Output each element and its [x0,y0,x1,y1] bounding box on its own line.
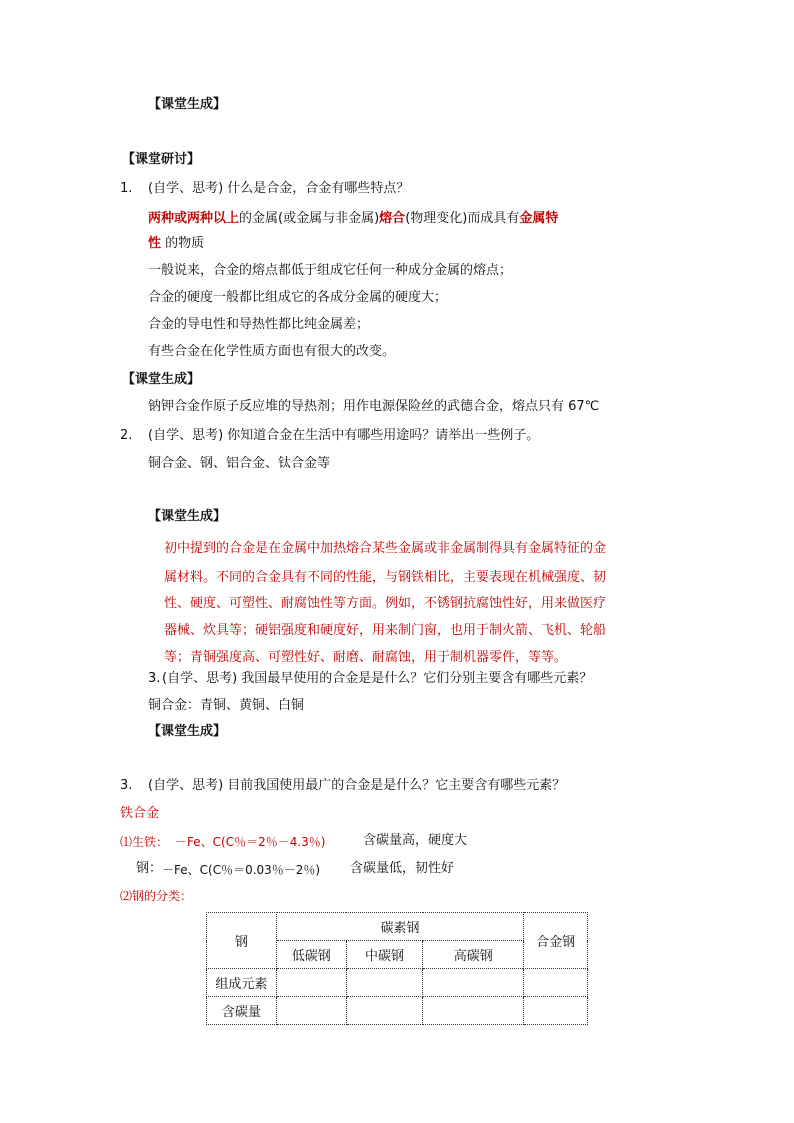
q1-number: 1. [120,181,133,196]
table-row [207,969,588,997]
table-cell [524,969,588,997]
alloy-paragraph-line-1: 初中提到的合金是在金属中加热熔合某些金属或非金属制得具有金属特征的金 [164,541,607,556]
class-generation-note: 钠钾合金作原子反应堆的导热剂；用作电源保险丝的武德合金，熔点只有 67℃ [148,399,600,414]
q3a-text: (自学、思考) 我国最早使用的合金是是什么？它们分别主要含有哪些元素？ [162,671,593,686]
def-text-1: 的金属(或金属与非金属) [239,211,380,226]
def-emphasis-2: 熔合 [379,211,406,226]
table-cell [346,997,423,1025]
alloy-property-1: 一般说来，合金的熔点都低于组成它任何一种成分金属的熔点； [148,263,513,278]
table-row [207,997,588,1025]
table-cell [276,969,346,997]
def-emphasis-4: 性 [148,236,162,251]
def-text-3: 的物质 [165,236,205,251]
pig-iron-note: 含碳量高，硬度大 [363,833,468,848]
q2-number: 2. [120,428,133,443]
table-header-medium-carbon: 中碳钢 [346,941,423,969]
q2-text: (自学、思考) 你知道合金在生活中有哪些用途吗？请举出一些例子。 [148,428,540,443]
pig-iron-label: ⑴生铁： [120,835,169,849]
q3b-number: 3. [120,778,133,793]
section-header-class-generation-1: 【课堂生成】 [148,97,227,112]
table-header-alloy-steel: 合金钢 [524,913,588,969]
table-header-high-carbon: 高碳钢 [423,941,524,969]
table-header-carbon-steel: 碳素钢 [276,913,523,941]
steel-classification-label: ⑵钢的分类： [120,889,193,903]
alloy-definition-cont [148,235,204,253]
section-header-class-generation-3: 【课堂生成】 [148,509,227,524]
def-emphasis-3: 金属特 [519,211,559,226]
q3b-answer: 铁合金 [120,806,160,821]
q3a-answer: 铜合金：青铜、黄铜、白铜 [148,698,305,713]
table-header-low-carbon: 低碳钢 [276,941,346,969]
row-label-composition: 组成元素 [207,969,277,997]
table-cell [524,997,588,1025]
alloy-paragraph-line-3: 性、硬度、可塑性、耐腐蚀性等方面。例如，不锈钢抗腐蚀性好，用来做医疗 [164,596,607,611]
alloy-paragraph-line-4: 器械、炊具等；硬铝强度和硬度好，用来制门窗，也用于制火箭、飞机、轮船 [164,623,607,638]
table-header-steel: 钢 [207,913,277,969]
pig-iron-formula: －Fe、C(C％＝2％－4.3％) [175,835,326,849]
def-text-2: (物理变化)而成具有 [405,211,520,226]
steel-note: 含碳量低，韧性好 [350,861,455,876]
steel-formula: －Fe、C(C％＝0.03％－2％) [162,863,321,877]
section-header-class-discussion: 【课堂研讨】 [122,152,201,167]
alloy-paragraph-line-5: 等；青铜强度高、可塑性好、耐磨、耐腐蚀，用于制机器零件，等等。 [164,650,568,665]
steel-classification-table [206,912,588,1025]
alloy-property-3: 合金的导电性和导热性都比纯金属差； [148,317,370,332]
section-header-class-generation-4: 【课堂生成】 [148,724,227,739]
alloy-paragraph-line-2: 属材料。不同的合金具有不同的性能，与钢铁相比，主要表现在机械强度、韧 [164,570,607,585]
q2-answer: 铜合金、钢、铝合金、钛合金等 [148,456,331,471]
alloy-definition [148,210,558,228]
q3b-text: (自学、思考) 目前我国使用最广的合金是是什么？它主要含有哪些元素？ [148,778,566,793]
section-header-class-generation-2: 【课堂生成】 [122,372,201,387]
table-cell [423,997,524,1025]
row-label-carbon-content: 含碳量 [207,997,277,1025]
table-cell [346,969,423,997]
table-cell [276,997,346,1025]
q1-text: (自学、思考) 什么是合金，合金有哪些特点？ [148,181,410,196]
def-emphasis-1: 两种或两种以上 [148,211,240,226]
alloy-property-4: 有些合金在化学性质方面也有很大的改变。 [148,344,396,359]
q3a-number: 3. [148,671,161,686]
steel-label: 钢： [136,861,163,876]
alloy-property-2: 合金的硬度一般都比组成它的各成分金属的硬度大； [148,290,448,305]
table-cell [423,969,524,997]
